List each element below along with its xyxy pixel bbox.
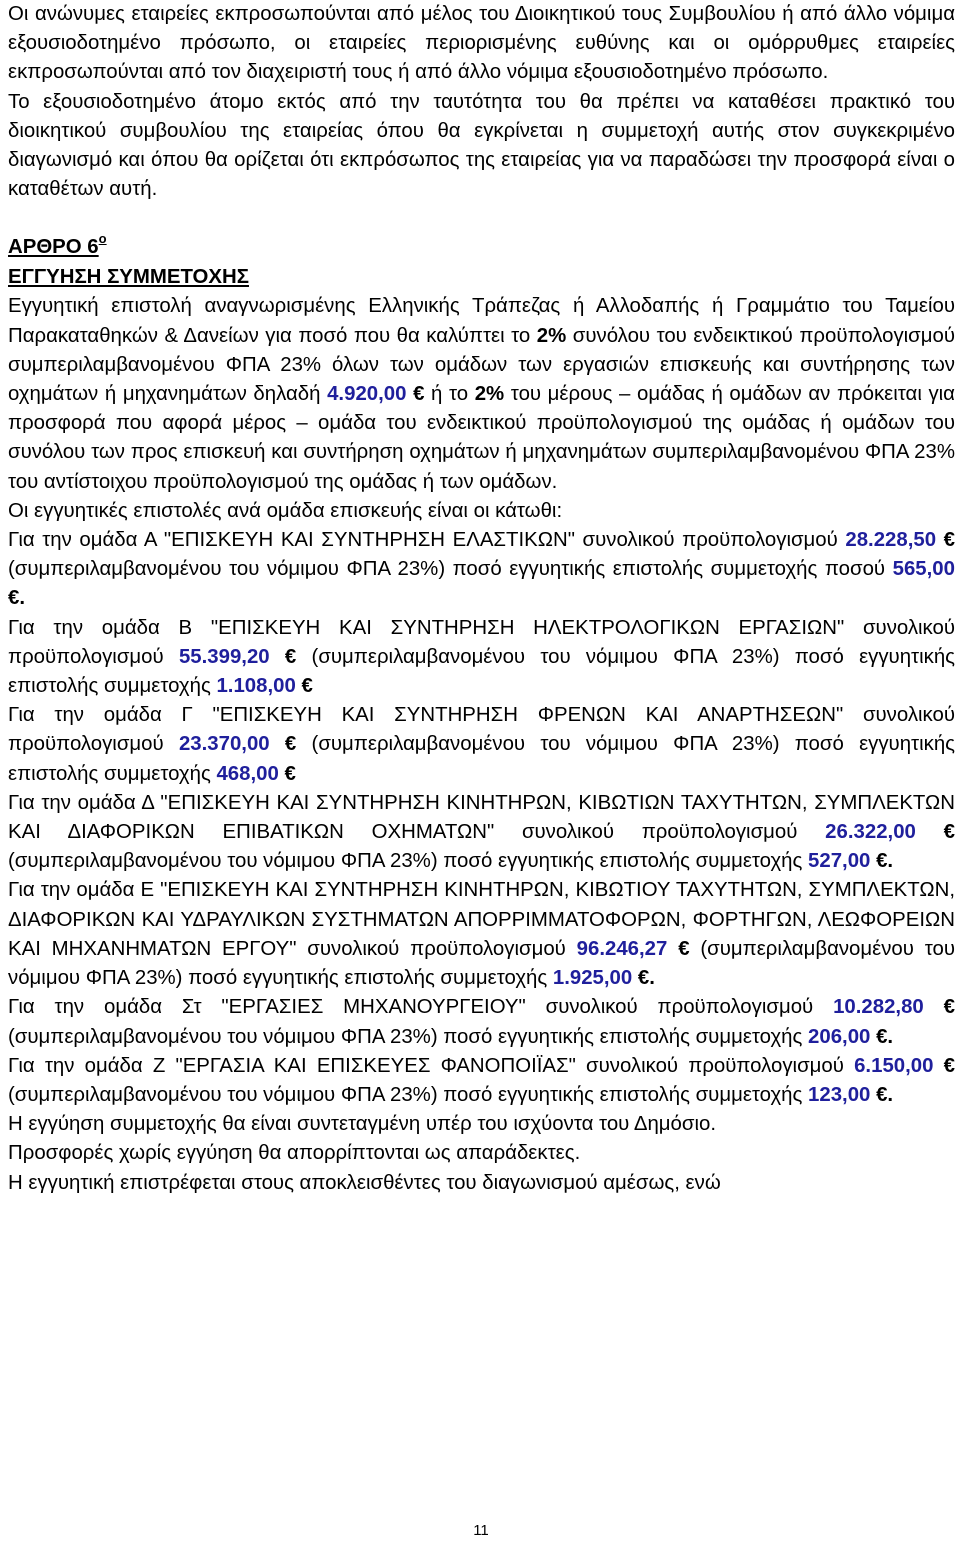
group-guarantee-text: (συμπεριλαμβανομένου του νόμιμου ΦΠΑ 23%) ποσό εγγυητικής επιστολής συμμετοχής [8,937,955,990]
euro-symbol: € [8,587,20,610]
euro-symbol: € [284,645,297,668]
euro-symbol: € [284,733,297,756]
closing-paragraph-rejection: Προσφορές χωρίς εγγύηση θα απορρίπτονται ως απαράδεκτες. [8,1142,581,1165]
group-description: Για την ομάδα Ζ "ΕΡΓΑΣΙΑ ΚΑΙ ΕΠΙΣΚΕΥΕΣ ΦΑΝΟΠΟΙΪΑΣ" συνολικού προϋπολογισμού [8,1054,855,1077]
euro-symbol: € [876,1025,888,1048]
group-guarantee-item [8,701,955,789]
group-budget-amount: 26.322,00 [825,821,916,844]
article-label: ΑΡΘΡΟ 6 [8,236,99,259]
euro-symbol: € [413,383,425,406]
group-guarantee-amount: 527,00 [808,850,871,873]
group-budget-amount: 55.399,20 [178,645,270,668]
group-tail: . [887,1083,894,1106]
guarantee-text-a: Εγγυητική επιστολή αναγνωρισμένης Ελληνικής Τράπεζας ή Αλλοδαπής ή Γραμμάτιο του Ταμείου Παρακαταθηκών & Δανείων για ποσό που θα καλύπτει το [8,295,955,347]
guarantee-total-amount: 4.920,00 [327,383,414,406]
group-description: Για την ομάδα Δ "ΕΠΙΣΚΕΥΗ ΚΑΙ ΣΥΝΤΗΡΗΣΗ ΚΙΝΗΤΗΡΩΝ, ΚΙΒΩΤΙΩΝ ΤΑΧΥΤΗΤΩΝ, ΣΥΜΠΛΕΚΤΩΝ ΚΑΙ ΔΙΑΦΟΡΙΚΩΝ ΕΠΙΒΑΤΙΚΩΝ ΟΧΗΜΑΤΩΝ" συνολικού προϋπολογισμού [8,791,955,844]
article-number [8,232,955,262]
guarantee-list-intro: Οι εγγυητικές επιστολές ανά ομάδα επισκευής είναι οι κάτωθι: [8,499,563,522]
group-guarantee-amount: 565,00 [892,558,955,581]
euro-symbol: € [876,850,888,873]
euro-symbol: € [678,937,690,960]
group-guarantee-text: (συμπεριλαμβανομένου του νόμιμου ΦΠΑ 23%) ποσό εγγυητικής επιστολής συμμετοχής [8,850,809,873]
euro-symbol: € [876,1083,888,1106]
euro-symbol: € [943,1054,955,1077]
group-guarantee-amount: 1.925,00 [552,967,633,990]
document-page [8,0,955,1198]
group-budget-amount: 6.150,00 [854,1054,934,1077]
euro-symbol: € [943,996,955,1019]
group-guarantee-list [8,526,955,1110]
guarantee-paragraph [8,292,955,496]
group-budget-amount: 96.246,27 [576,937,668,960]
group-guarantee-item [8,993,955,1051]
group-guarantee-item [8,789,955,877]
intro-paragraph-authorization: Το εξουσιοδοτημένο άτομο εκτός από την ταυτότητα του θα πρέπει να καταθέσει πρακτικό του διοικητικού συμβουλίου της εταιρείας όπου θα εγκρίνεται η συμμετοχή αυτής στον συγκεκριμένο διαγωνισμό και όπου θα ορίζεται ότι εκπρόσωπος της εταιρείας για να παραδώσει την προσφορά είναι ο καταθέτων αυτή. [8,90,955,201]
group-guarantee-amount: 1.108,00 [216,675,296,698]
group-budget-amount: 23.370,00 [178,733,270,756]
group-tail: . [19,587,26,610]
group-tail: . [649,967,655,990]
group-description: Για την ομάδα Α "ΕΠΙΣΚΕΥΗ ΚΑΙ ΣΥΝΤΗΡΗΣΗ ΕΛΑΣΤΙΚΩΝ" συνολικού προϋπολογισμού [8,529,846,552]
group-guarantee-item [8,614,955,702]
article-title-text: ΕΓΓΥΗΣΗ ΣΥΜΜΕΤΟΧΗΣ [8,266,249,289]
euro-symbol: € [301,675,313,698]
guarantee-percent-1: 2% [536,324,567,347]
group-guarantee-amount: 468,00 [216,762,279,785]
group-guarantee-item [8,876,955,993]
euro-symbol: € [637,967,650,990]
group-guarantee-item [8,526,955,614]
group-description: Για την ομάδα Ε "ΕΠΙΣΚΕΥΗ ΚΑΙ ΣΥΝΤΗΡΗΣΗ ΚΙΝΗΤΗΡΩΝ, ΚΙΒΩΤΙΟΥ ΤΑΧΥΤΗΤΩΝ, ΣΥΜΠΛΕΚΤΩΝ, ΔΙΑΦΟΡΙΚΩΝ ΚΑΙ ΥΔΡΑΥΛΙΚΩΝ ΣΥΣΤΗΜΑΤΩΝ ΑΠΟΡΡΙΜΜΑΤΟΦΟΡΩΝ, ΦΟΡΤΗΓΩΝ, ΛΕΩΦΟΡΕΙΩΝ ΚΑΙ ΜΗΧΑΝΗΜΑΤΩΝ ΕΡΓΟΥ" συνολικού προϋπολογισμού [8,879,955,960]
section-spacer [8,204,955,232]
group-budget-amount: 28.228,50 [845,529,937,552]
guarantee-percent-2: 2% [474,383,505,406]
group-guarantee-amount: 123,00 [808,1083,871,1106]
group-budget-amount: 10.282,80 [833,996,924,1019]
group-guarantee-text: (συμπεριλαμβανομένου του νόμιμου ΦΠΑ 23%) ποσό εγγυητικής επιστολής συμμετοχής ποσού [8,558,893,581]
group-tail: . [887,1025,894,1048]
guarantee-text-d: του μέρους – ομάδας ή ομάδων αν πρόκειται για προσφορά που αφορά μέρος – ομάδα του ενδεικτικού προϋπολογισμού της ομάδας ή ομάδων του συνόλου των προς επισκευή και συντήρηση οχημάτων ή μηχανημάτων συμπεριλαμβανομένου ΦΠΑ 23% του αντίστοιχου προϋπολογισμού της ομάδας ή των ομάδων. [8,383,955,493]
guarantee-text-c: ή το [424,383,475,406]
euro-symbol: € [943,529,956,552]
group-description: Για την ομάδα Γ "ΕΠΙΣΚΕΥΗ ΚΑΙ ΣΥΝΤΗΡΗΣΗ ΦΡΕΝΩΝ ΚΑΙ ΑΝΑΡΤΗΣΕΩΝ" συνολικού προϋπολογισμού [8,704,955,756]
euro-symbol: € [284,762,296,785]
group-description: Για την ομάδα Στ "ΕΡΓΑΣΙΕΣ ΜΗΧΑΝΟΥΡΓΕΙΟΥ" συνολικού προϋπολογισμού [8,996,834,1019]
group-description: Για την ομάδα Β "ΕΠΙΣΚΕΥΗ ΚΑΙ ΣΥΝΤΗΡΗΣΗ ΗΛΕΚΤΡΟΛΟΓΙΚΩΝ ΕΡΓΑΣΙΩΝ" συνολικού προϋπολογισμού [8,616,955,668]
group-guarantee-text: (συμπεριλαμβανομένου του νόμιμου ΦΠΑ 23%) ποσό εγγυητικής επιστολής συμμετοχής [8,1025,809,1048]
closing-paragraph-beneficiary: Η εγγύηση συμμετοχής θα είναι συντεταγμένη υπέρ του ισχύοντα του Δημόσιο. [8,1113,717,1136]
page-number: 11 [473,1522,489,1539]
group-guarantee-item [8,1052,955,1110]
group-tail: . [887,850,894,873]
article-title [8,262,955,292]
euro-symbol: € [943,821,955,844]
closing-paragraph-return: Η εγγυητική επιστρέφεται στους αποκλεισθέντες του διαγωνισμού αμέσως, ενώ [8,1171,721,1194]
group-guarantee-text: (συμπεριλαμβανομένου του νόμιμου ΦΠΑ 23%) ποσό εγγυητικής επιστολής συμμετοχής [8,645,955,698]
guarantee-text-b: συνόλου του ενδεικτικού προϋπολογισμού συμπεριλαμβανομένου ΦΠΑ 23% όλων των ομάδων των εργασιών επισκευής και συντήρησης των οχημάτων ή μηχανημάτων δηλαδή [8,324,956,406]
group-guarantee-text: (συμπεριλαμβανομένου του νόμιμου ΦΠΑ 23%) ποσό εγγυητικής επιστολής συμμετοχής [8,1083,809,1106]
group-guarantee-amount: 206,00 [808,1025,871,1048]
group-guarantee-text: (συμπεριλαμβανομένου του νόμιμου ΦΠΑ 23%) ποσό εγγυητικής επιστολής συμμετοχής [8,733,955,785]
intro-paragraph-representation: Οι ανώνυμες εταιρείες εκπροσωπούνται από μέλος του Διοικητικού τους Συμβουλίου ή από άλλο νόμιμα εξουσιοδοτημένο πρόσωπο, οι εταιρείες περιορισμένης ευθύνης και οι ομόρρυθμες εταιρείες εκπροσωπούνται από τον διαχειριστή τους ή από άλλο νόμιμα εξουσιοδοτημένο πρόσωπο. [8,3,955,84]
article-ordinal: ο [98,231,107,247]
